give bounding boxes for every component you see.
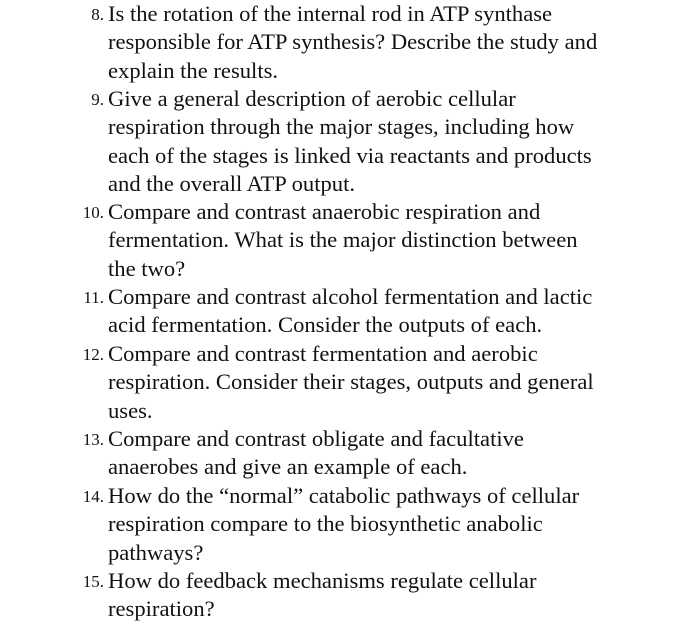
question-number: 13.	[82, 430, 104, 449]
question-number: 10.	[82, 203, 104, 222]
question-text: How do the “normal” catabolic pathways of cellular respiration compare to the biosynthetic anabolic pathways?	[108, 483, 580, 565]
question-number: 9.	[91, 90, 104, 109]
question-text: Is the rotation of the internal rod in ATP synthase responsible for ATP synthesis? Describe the study and explain the results.	[108, 1, 598, 83]
question-text: Compare and contrast fermentation and aerobic respiration. Consider their stages, outputs and general uses.	[108, 341, 594, 423]
question-number: 15.	[82, 572, 104, 591]
question-number: 14.	[82, 487, 104, 506]
question-number: 8.	[91, 5, 104, 24]
question-text: How do feedback mechanisms regulate cellular respiration?	[108, 568, 537, 622]
question-text: Compare and contrast alcohol fermentation and lactic acid fermentation. Consider the outputs of each.	[108, 284, 593, 338]
question-text: Compare and contrast obligate and facultative anaerobes and give an example of each.	[108, 426, 524, 480]
question-number: 12.	[82, 345, 104, 364]
question-text: Compare and contrast anaerobic respiration and fermentation. What is the major distinction between the two?	[108, 199, 578, 281]
question-number: 11.	[83, 288, 104, 307]
question-text: Give a general description of aerobic cellular respiration through the major stages, including how each of the stages is linked via reactants and products and the overall ATP output.	[108, 86, 592, 197]
